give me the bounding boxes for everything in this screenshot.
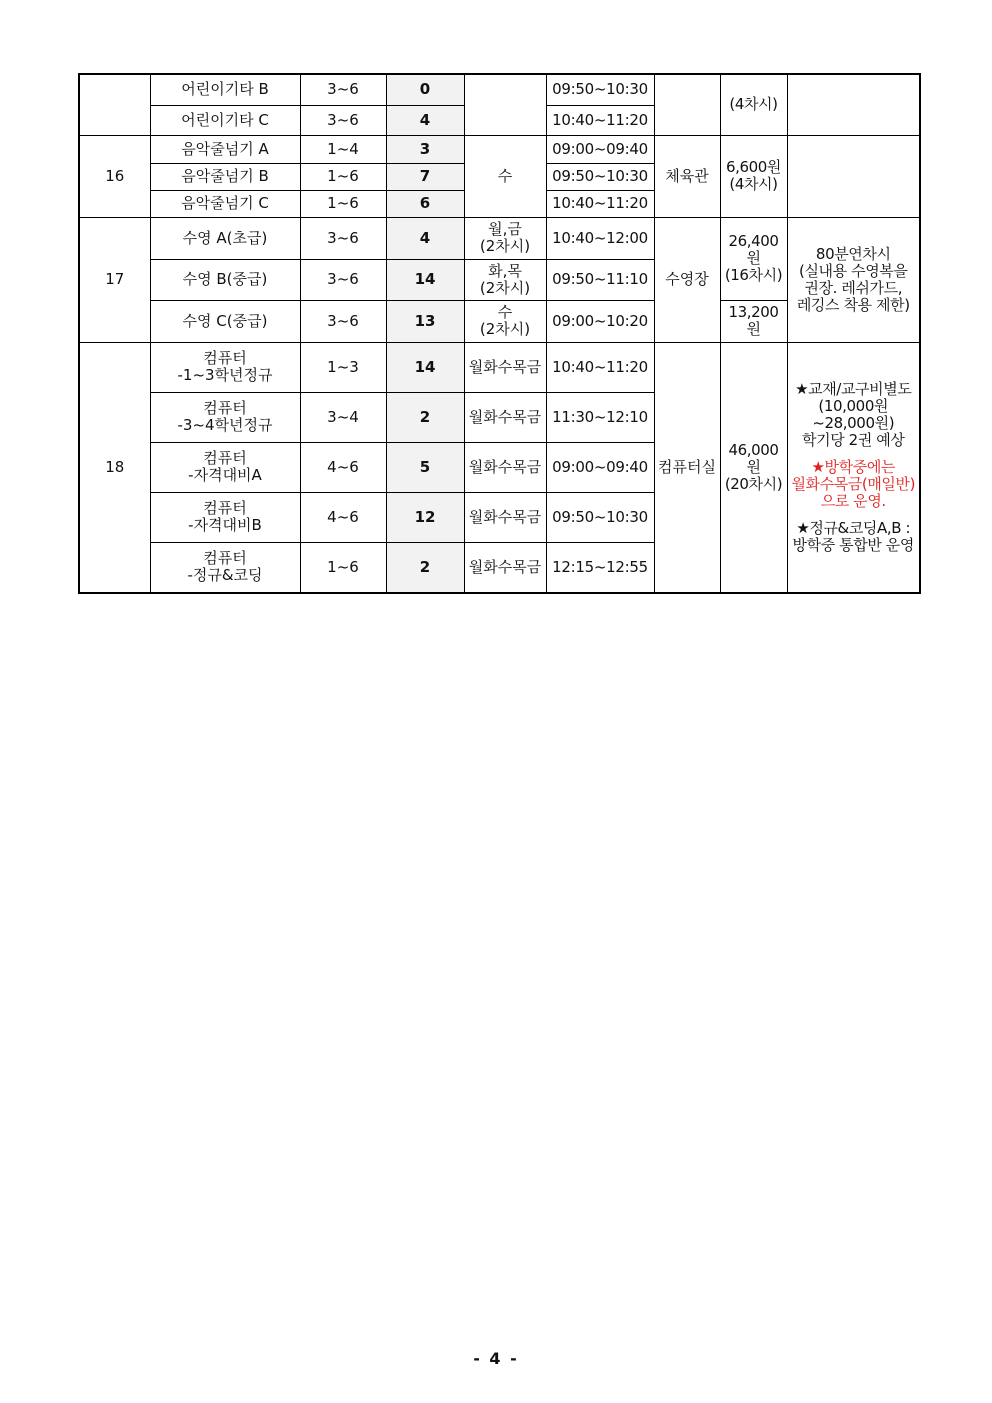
grade: 1~6 (300, 542, 386, 593)
grade: 3~6 (300, 105, 386, 135)
day: 월화수목금 (464, 342, 546, 392)
program-name: 어린이기타 B (150, 74, 300, 105)
note-line-highlight: ★방학중에는 (811, 457, 895, 476)
program-name: 수영 B(중급) (150, 259, 300, 300)
fee-sessions: (4차시) (729, 175, 778, 193)
fee (720, 135, 787, 217)
grade: 1~6 (300, 190, 386, 217)
day (464, 259, 546, 300)
day (464, 217, 546, 259)
note (787, 217, 920, 342)
day-sessions: (2차시) (479, 237, 531, 255)
time: 12:15~12:55 (546, 542, 654, 593)
applicant-count: 14 (386, 259, 464, 300)
program-name (150, 542, 300, 593)
time: 10:40~11:20 (546, 342, 654, 392)
fee-amount: 46,000원 (728, 440, 779, 476)
fee-amount: 6,600원 (725, 158, 782, 176)
grade: 4~6 (300, 492, 386, 542)
time: 09:00~10:20 (546, 300, 654, 342)
note-line: ★정규&코딩A,B : (796, 518, 911, 537)
day-label: 화,목 (488, 261, 522, 280)
note-line: 레깅스 착용 제한) (796, 295, 910, 314)
day (464, 74, 546, 135)
program-name-line: -3~4학년정규 (177, 416, 273, 434)
program-name: 어린이기타 C (150, 105, 300, 135)
program-name-line: 컴퓨터 (203, 399, 247, 417)
program-name-line: -정규&코딩 (187, 566, 263, 585)
table-row (79, 135, 920, 163)
grade: 1~4 (300, 135, 386, 163)
time: 10:40~12:00 (546, 217, 654, 259)
program-name-line: 컴퓨터 (203, 349, 247, 367)
place (654, 74, 720, 135)
day: 월화수목금 (464, 492, 546, 542)
time: 09:50~10:30 (546, 74, 654, 105)
grade: 4~6 (300, 442, 386, 492)
grade: 3~6 (300, 300, 386, 342)
day-label: 월,금 (488, 220, 522, 238)
grade: 3~6 (300, 217, 386, 259)
grade: 3~6 (300, 259, 386, 300)
program-number: 17 (79, 217, 150, 342)
day-label: 수 (497, 303, 513, 321)
note-line: (10,000원~28,000원) (812, 396, 895, 432)
time: 09:50~10:30 (546, 492, 654, 542)
day: 월화수목금 (464, 442, 546, 492)
program-name-line: 컴퓨터 (203, 549, 247, 568)
program-name (150, 442, 300, 492)
program-name-line: -자격대비B (188, 516, 262, 534)
applicant-count: 4 (386, 105, 464, 135)
note-line: 권장. 레쉬가드, (804, 278, 903, 297)
fee: (4차시) (720, 74, 787, 135)
note-line: 방학중 통합반 운영 (792, 535, 914, 554)
fee-sessions: (16차시) (724, 266, 783, 284)
note (787, 74, 920, 135)
place: 체육관 (654, 135, 720, 217)
applicant-count: 12 (386, 492, 464, 542)
program-name-line: -자격대비A (188, 466, 262, 484)
day: 수 (464, 135, 546, 217)
applicant-count: 14 (386, 342, 464, 392)
grade: 3~6 (300, 74, 386, 105)
program-name-line: 컴퓨터 (203, 499, 247, 517)
note-line-highlight: 월화수목금(매일반) (791, 474, 916, 493)
table-row (79, 342, 920, 392)
applicant-count: 6 (386, 190, 464, 217)
applicant-count: 0 (386, 74, 464, 105)
grade: 3~4 (300, 392, 386, 442)
grade: 1~6 (300, 163, 386, 190)
applicant-count: 4 (386, 217, 464, 259)
day-sessions: (2차시) (479, 278, 531, 297)
program-name: 수영 A(초급) (150, 217, 300, 259)
note (787, 342, 920, 593)
time: 09:00~09:40 (546, 135, 654, 163)
applicant-count: 3 (386, 135, 464, 163)
applicant-count: 13 (386, 300, 464, 342)
program-name: 수영 C(중급) (150, 300, 300, 342)
time: 11:30~12:10 (546, 392, 654, 442)
grade: 1~3 (300, 342, 386, 392)
note-line-highlight: 으로 운영. (820, 491, 886, 510)
program-name: 음악줄넘기 B (150, 163, 300, 190)
applicant-count: 7 (386, 163, 464, 190)
time: 09:50~11:10 (546, 259, 654, 300)
place: 수영장 (654, 217, 720, 342)
applicant-count: 2 (386, 392, 464, 442)
applicant-count: 5 (386, 442, 464, 492)
fee (720, 217, 787, 300)
day-sessions: (2차시) (479, 320, 531, 338)
note-line: ★교재/교구비별도 (795, 379, 912, 398)
program-number: 18 (79, 342, 150, 593)
program-name-line: -1~3학년정규 (177, 366, 273, 384)
program-name (150, 392, 300, 442)
time: 09:50~10:30 (546, 163, 654, 190)
place: 컴퓨터실 (654, 342, 720, 593)
applicant-count: 2 (386, 542, 464, 593)
program-number (79, 74, 150, 135)
page-number: - 4 - (473, 1349, 519, 1368)
note-line: (실내용 수영복을 (799, 261, 908, 280)
time: 09:00~09:40 (546, 442, 654, 492)
note (787, 135, 920, 217)
day (464, 300, 546, 342)
program-name-line: 컴퓨터 (203, 449, 247, 467)
day: 월화수목금 (464, 392, 546, 442)
program-schedule-table (78, 73, 921, 594)
program-number: 16 (79, 135, 150, 217)
program-name: 음악줄넘기 C (150, 190, 300, 217)
table-row (79, 217, 920, 259)
note-line: 80분연차시 (815, 244, 891, 263)
program-name: 음악줄넘기 A (150, 135, 300, 163)
fee: 13,200원 (720, 300, 787, 342)
program-name (150, 342, 300, 392)
time: 10:40~11:20 (546, 105, 654, 135)
program-name (150, 492, 300, 542)
fee (720, 342, 787, 593)
note-line: 학기당 2권 예상 (802, 430, 905, 449)
fee-sessions: (20차시) (724, 474, 783, 493)
day: 월화수목금 (464, 542, 546, 593)
fee-amount: 26,400원 (728, 232, 779, 267)
time: 10:40~11:20 (546, 190, 654, 217)
table-row (79, 74, 920, 105)
